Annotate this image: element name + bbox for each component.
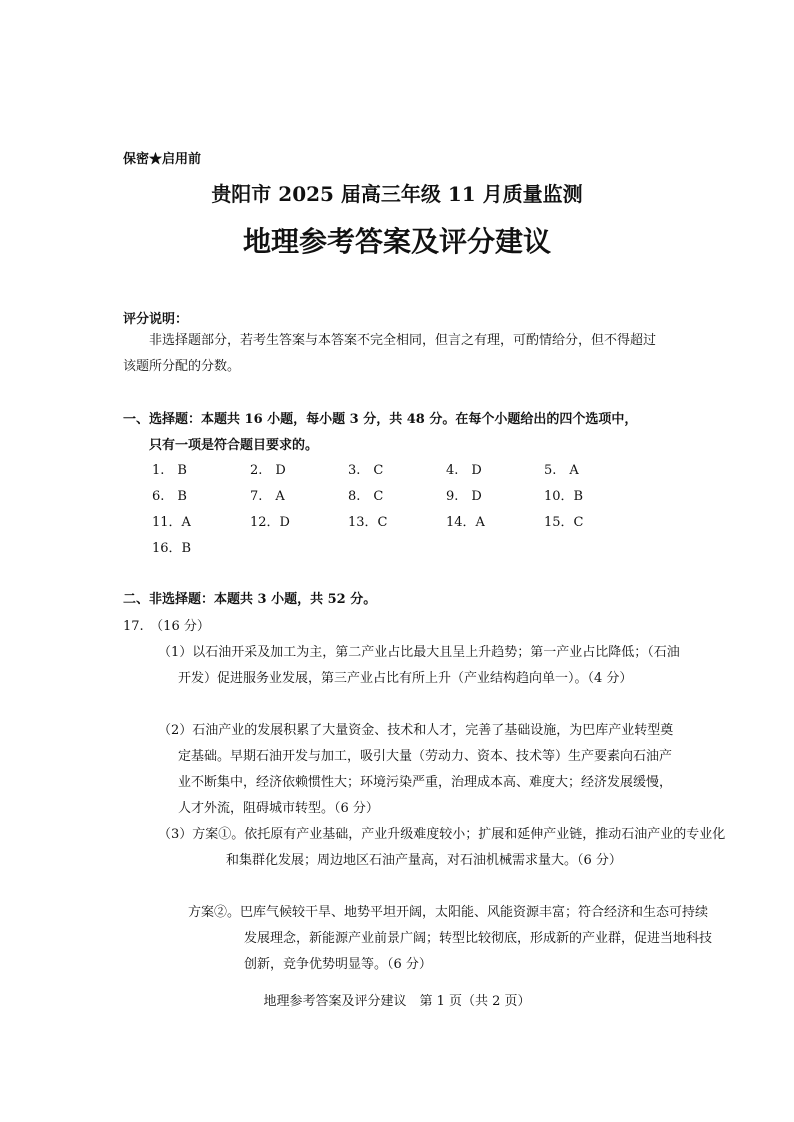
page-footer: 地理参考答案及评分建议 第 1 页（共 2 页）: [263, 994, 531, 1009]
scoring-note-heading: 评分说明：: [123, 312, 189, 327]
answer-item: 1. B: [152, 463, 187, 478]
q17-part3-plan2-answer: 方案②。巴库气候较干旱、地势平坦开阔，太阳能、风能资源丰富；符合经济和生态可持续发展理念，新能源产业前景广阔；转型比较彻底，形成新的产业群，促进当地科技创新，竞争优势明显等。（6 分）: [188, 905, 713, 972]
scoring-note-body: 非选择题部分，若考生答案与本答案不完全相同，但言之有理，可酌情给分，但不得超过该题所分配的分数。: [123, 333, 657, 374]
answer-item: 8. C: [348, 489, 384, 504]
answer-row: [152, 484, 642, 510]
answer-item: 6. B: [152, 489, 187, 504]
answer-item: 2. D: [250, 463, 286, 478]
q17-part3-plan1-answer: （3）方案①。依托原有产业基础，产业升级难度较小；扩展和延伸产业链，推动石油产业的专业化和集群化发展；周边地区石油产量高，对石油机械需求量大。（6 分）: [158, 827, 726, 868]
q17-part1-answer: （1）以石油开采及加工为主，第二产业占比最大且呈上升趋势；第一产业占比降低；（石油开发）促进服务业发展，第三产业占比有所上升（产业结构趋向单一）。（4 分）: [158, 645, 680, 686]
q17-part2-answer: （2）石油产业的发展积累了大量资金、技术和人才，完善了基础设施，为巴库产业转型奠定基础。早期石油开发与加工，吸引大量（劳动力、资本、技术等）生产要素向石油产业不断集中，经济依赖惯性大；环境污染严重，治理成本高、难度大；经济发展缓慢，人才外流，阻碍城市转型。（6 分）: [158, 723, 674, 816]
answer-item: 10．B: [544, 489, 584, 504]
answer-item: 15．C: [544, 515, 584, 530]
document-title: 地理参考答案及评分建议: [242, 225, 551, 258]
answer-row: [152, 510, 642, 536]
answer-item: 4. D: [446, 463, 482, 478]
exam-title: 贵阳市 2025 届高三年级 11 月质量监测: [211, 182, 583, 206]
section1-heading: [123, 407, 673, 459]
answer-item: 9. D: [446, 489, 482, 504]
section2-heading: 二、非选择题：本题共 3 小题，共 52 分。: [123, 592, 377, 607]
answer-row: [152, 536, 642, 562]
answer-item: 14．A: [446, 515, 485, 530]
answer-row: [152, 458, 642, 484]
confidential-label: 保密★启用前: [123, 152, 202, 167]
answer-item: 3. C: [348, 463, 384, 478]
question-17-label: 17. （16 分）: [123, 619, 210, 634]
answer-item: 12．D: [250, 515, 290, 530]
answer-item: 5. A: [544, 463, 579, 478]
section1-heading-line2: 只有一项是符合题目要求的。: [149, 438, 319, 453]
answer-item: 16．B: [152, 541, 192, 556]
answer-item: 7. A: [250, 489, 285, 504]
answer-grid: [152, 458, 642, 562]
section1-heading-line1: 一、选择题：本题共 16 小题，每小题 3 分，共 48 分。在每个小题给出的四个选项中，: [123, 412, 638, 427]
answer-item: 13．C: [348, 515, 388, 530]
answer-item: 11．A: [152, 515, 191, 530]
